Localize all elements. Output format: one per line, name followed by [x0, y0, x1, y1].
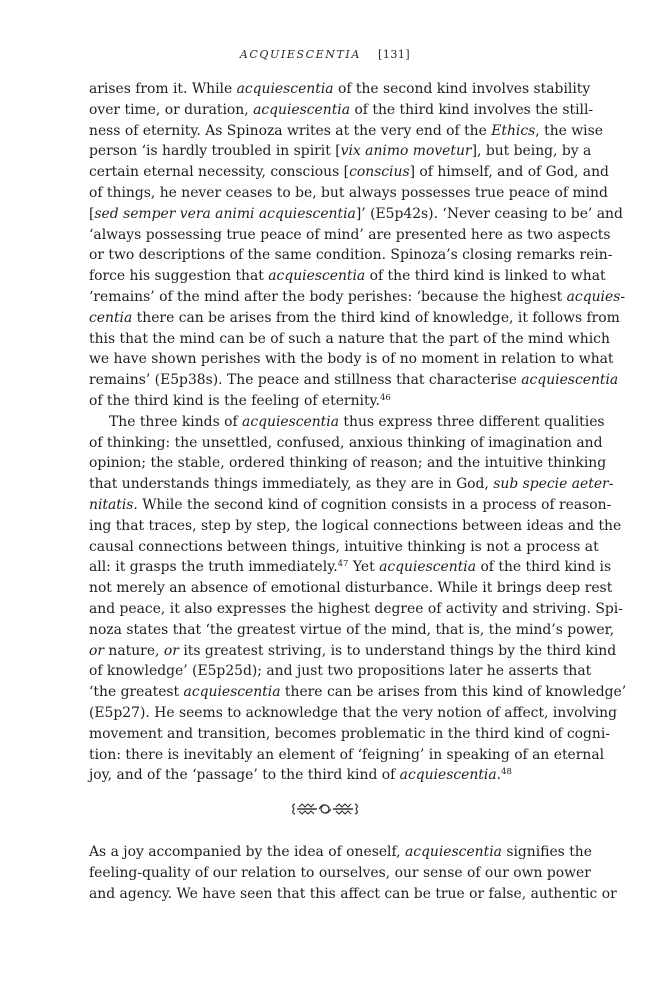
text-line [89, 79, 591, 100]
text-run: ‘remains’ of the mind after the body perishes: ‘because the highest [89, 288, 567, 305]
text-line [89, 349, 614, 370]
text-line [89, 308, 620, 329]
text-run: ] of himself, and of God, and [409, 164, 609, 181]
text-line [89, 884, 617, 905]
text-run: feeling-quality of our relation to ourselves, our sense of our own power [89, 864, 591, 881]
italic-text: or [163, 642, 179, 659]
italic-text: sed semper vera animi acquiescentia [94, 205, 356, 222]
text-run: noza states that ‘the greatest virtue of the mind, that is, the mind’s power, [89, 621, 615, 638]
italic-text: or [89, 642, 105, 659]
text-run: thus express three different qualities [339, 413, 605, 430]
text-line [89, 557, 612, 578]
text-run: tion: there is inevitably an element of ‘feigning’ in speaking of an eternal [89, 746, 605, 763]
text-run: this that the mind can be of such a nature that the part of the mind which [89, 330, 610, 347]
text-line [89, 516, 622, 537]
text-run: of things, he never ceases to be, but always possesses true peace of mind [89, 184, 608, 201]
text-line [89, 100, 594, 121]
italic-text: nitatis [89, 496, 134, 513]
text-line [89, 433, 603, 454]
text-run: force his suggestion that [89, 268, 269, 285]
text-run: certain eternal necessity, conscious [ [89, 164, 350, 181]
text-run: . [496, 767, 502, 784]
italic-text: acquiescentia [183, 684, 281, 701]
text-run: causal connections between things, intuitive thinking is not a process at [89, 538, 599, 555]
text-run: ‘the greatest [89, 684, 184, 701]
paragraph-3 [89, 842, 617, 904]
footnote-marker: 47 [337, 559, 349, 570]
text-run: not merely an absence of emotional disturbance. While it brings deep rest [89, 580, 613, 597]
text-run: ]’ (E5p42s). ‘Never ceasing to be’ and [355, 205, 623, 222]
text-line [89, 370, 619, 391]
text-run: of knowledge’ (E5p25d); and just two propositions later he asserts that [89, 663, 592, 680]
section-break-ornament [0, 801, 650, 819]
text-run: ], but being, by a [471, 143, 592, 160]
text-run: all: it grasps the truth immediately. [89, 559, 338, 576]
text-run: of the third kind is [476, 559, 612, 576]
text-line [89, 391, 549, 412]
text-run: ness of eternity. As Spinoza writes at the very end of the [89, 122, 492, 139]
text-line [89, 141, 592, 162]
text-run: Yet [348, 559, 380, 576]
text-run: there can be arises from the third kind of knowledge, it follows from [132, 309, 620, 326]
italic-text: acquiescentia [253, 101, 351, 118]
text-line [89, 225, 611, 246]
text-run: movement and transition, becomes problematic in the third kind of cogni- [89, 725, 611, 742]
text-line [89, 578, 613, 599]
text-run: remains’ (E5p38s). The peace and stillness that characterise [89, 372, 522, 389]
text-run: over time, or duration, [89, 101, 254, 118]
text-run: [ [89, 205, 95, 222]
text-run: there can be arises from this kind of knowledge’ [280, 684, 627, 701]
text-line [89, 287, 626, 308]
text-run: ‘always possessing true peace of mind’ are presented here as two aspects [89, 226, 611, 243]
italic-text: centia [89, 309, 133, 326]
italic-text: acquiescentia [399, 767, 497, 784]
italic-text: conscius [349, 164, 410, 181]
italic-text: acquiescentia [268, 268, 366, 285]
text-run: and agency. We have seen that this affect can be true or false, authentic or [89, 885, 617, 902]
text-line [89, 863, 591, 884]
footnote-marker: 46 [379, 392, 391, 403]
text-line [89, 765, 549, 786]
italic-text: acquies- [566, 288, 626, 305]
text-run: we have shown perishes with the body is of no moment in relation to what [89, 351, 614, 368]
footnote-marker: 48 [501, 767, 512, 778]
text-line [89, 162, 609, 183]
text-line [89, 329, 610, 350]
text-line [89, 245, 613, 266]
text-line [89, 661, 592, 682]
text-run: signifies the [501, 844, 592, 860]
text-line [89, 266, 606, 287]
text-line [89, 412, 605, 433]
page-number: [131] [378, 48, 411, 61]
text-line [89, 537, 599, 558]
text-line [89, 641, 617, 662]
italic-text: acquiescentia [521, 372, 619, 389]
italic-text: acquiescentia [242, 413, 339, 430]
text-run: of the third kind involves the still- [350, 101, 594, 118]
text-line [89, 453, 607, 474]
running-head-title: ACQUIESCENTIA [239, 48, 361, 61]
italic-text: sub specie aeter- [493, 476, 614, 493]
text-line [89, 495, 612, 516]
text-line [89, 599, 623, 620]
text-line [89, 121, 603, 142]
text-run: or two descriptions of the same condition. Spinoza’s closing remarks rein- [89, 247, 613, 264]
italic-text: acquiescentia [236, 81, 334, 97]
text-line [89, 474, 614, 495]
text-run: arises from it. While [89, 81, 237, 97]
italic-text: acquiescentia [379, 559, 477, 576]
paragraph-1 [89, 79, 626, 412]
text-run: of the third kind is the feeling of eternity. [89, 392, 380, 409]
fleuron-ornament-icon [290, 801, 360, 817]
body-text [89, 79, 627, 786]
text-run: As a joy accompanied by the idea of oneself, [89, 844, 405, 860]
text-run: person ‘is hardly troubled in spirit [ [89, 143, 341, 160]
paragraph-2 [89, 412, 627, 786]
text-line [89, 842, 592, 863]
text-run: The three kinds of [109, 413, 243, 430]
text-line [89, 620, 615, 641]
text-run: of the second kind involves stability [333, 81, 591, 97]
text-run: its greatest striving, is to understand things by the third kind [178, 642, 617, 659]
text-line [89, 682, 627, 703]
text-run: of the third kind is linked to what [365, 268, 606, 285]
text-run: opinion; the stable, ordered thinking of reason; and the intuitive thinking [89, 455, 607, 472]
text-run: , the wise [535, 122, 603, 139]
text-line [89, 183, 608, 204]
text-line [89, 703, 618, 724]
text-run: that understands things immediately, as they are in God, [89, 476, 494, 493]
italic-text: acquiescentia [404, 844, 502, 860]
text-line [89, 745, 605, 766]
text-run: ing that traces, step by step, the logical connections between ideas and the [89, 517, 622, 534]
text-line [89, 724, 611, 745]
text-run: nature, [104, 642, 164, 659]
text-run: . While the second kind of cognition consists in a process of reason- [133, 496, 612, 513]
text-run: and peace, it also expresses the highest degree of activity and striving. Spi- [89, 600, 623, 617]
text-run: joy, and of the ‘passage’ to the third kind of [89, 767, 400, 784]
text-run: (E5p27). He seems to acknowledge that the very notion of affect, involving [89, 704, 618, 721]
text-line [89, 204, 623, 225]
italic-text: vix animo movetur [340, 143, 472, 160]
text-run: of thinking: the unsettled, confused, anxious thinking of imagination and [89, 434, 603, 451]
running-head [0, 48, 650, 61]
italic-text: Ethics [491, 122, 536, 139]
